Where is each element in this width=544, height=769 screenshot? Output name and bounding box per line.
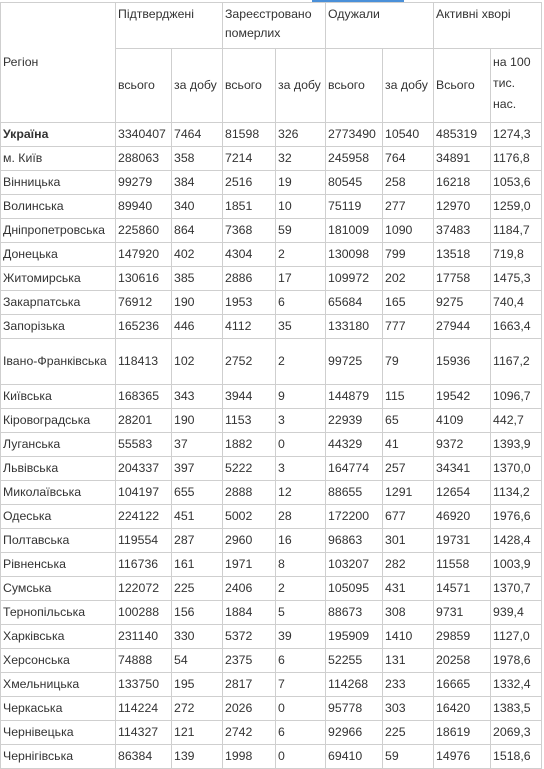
cell-recovered-total: 80545 <box>326 171 383 195</box>
header-active-total: Всього <box>434 49 491 123</box>
cell-confirmed-total: 118413 <box>116 339 172 385</box>
cell-confirmed-total: 76912 <box>116 291 172 315</box>
cell-region: Черкаська <box>1 697 116 721</box>
cell-confirmed-per-day: 7464 <box>172 123 223 147</box>
cell-confirmed-total: 28201 <box>116 409 172 433</box>
cell-active-per-100k: 719,8 <box>491 243 542 267</box>
cell-recovered-total: 95778 <box>326 697 383 721</box>
cell-deaths-total: 2752 <box>223 339 276 385</box>
cell-confirmed-total: 55583 <box>116 433 172 457</box>
cell-region: Київська <box>1 385 116 409</box>
cell-active-total: 12654 <box>434 481 491 505</box>
cell-region: Житомирська <box>1 267 116 291</box>
cell-active-per-100k: 1259,0 <box>491 195 542 219</box>
cell-recovered-total: 133180 <box>326 315 383 339</box>
cell-active-per-100k: 442,7 <box>491 409 542 433</box>
cell-recovered-per-day: 1090 <box>383 219 434 243</box>
cell-region: Дніпропетровська <box>1 219 116 243</box>
cell-active-total: 11558 <box>434 553 491 577</box>
cell-active-total: 18619 <box>434 721 491 745</box>
cell-confirmed-total: 114327 <box>116 721 172 745</box>
cell-region: Запорізька <box>1 315 116 339</box>
table-row <box>1 171 542 195</box>
cell-active-per-100k: 1383,5 <box>491 697 542 721</box>
header-deaths-total: всього <box>223 49 276 123</box>
cell-confirmed-total: 89940 <box>116 195 172 219</box>
cell-confirmed-per-day: 54 <box>172 649 223 673</box>
header-region: Регіон <box>1 3 116 123</box>
cell-recovered-total: 88673 <box>326 601 383 625</box>
cell-deaths-per-day: 3 <box>276 409 326 433</box>
cell-region: Луганська <box>1 433 116 457</box>
cell-recovered-per-day: 301 <box>383 529 434 553</box>
cell-region: Полтавська <box>1 529 116 553</box>
cell-confirmed-total: 74888 <box>116 649 172 673</box>
cell-recovered-total: 181009 <box>326 219 383 243</box>
cell-deaths-total: 81598 <box>223 123 276 147</box>
cell-deaths-total: 2817 <box>223 673 276 697</box>
cell-active-per-100k: 1978,6 <box>491 649 542 673</box>
cell-active-total: 15936 <box>434 339 491 385</box>
cell-deaths-total: 5372 <box>223 625 276 649</box>
cell-recovered-per-day: 303 <box>383 697 434 721</box>
cell-confirmed-per-day: 402 <box>172 243 223 267</box>
header-active: Активні хворі <box>434 3 542 49</box>
cell-recovered-per-day: 225 <box>383 721 434 745</box>
header-recovered-per-day: за добу <box>383 49 434 123</box>
cell-deaths-total: 2960 <box>223 529 276 553</box>
cell-confirmed-per-day: 343 <box>172 385 223 409</box>
table-row <box>1 243 542 267</box>
cell-region: Рівненська <box>1 553 116 577</box>
table-row <box>1 649 542 673</box>
cell-confirmed-total: 231140 <box>116 625 172 649</box>
cell-recovered-per-day: 115 <box>383 385 434 409</box>
cell-active-total: 12970 <box>434 195 491 219</box>
cell-recovered-total: 130098 <box>326 243 383 267</box>
table-header <box>1 3 542 123</box>
cell-active-per-100k: 1127,0 <box>491 625 542 649</box>
cell-deaths-per-day: 35 <box>276 315 326 339</box>
cell-active-total: 16218 <box>434 171 491 195</box>
cell-confirmed-total: 99279 <box>116 171 172 195</box>
cell-confirmed-per-day: 190 <box>172 291 223 315</box>
cell-confirmed-per-day: 451 <box>172 505 223 529</box>
cell-deaths-total: 2406 <box>223 577 276 601</box>
table-row <box>1 505 542 529</box>
cell-active-total: 4109 <box>434 409 491 433</box>
table-body <box>1 123 542 769</box>
cell-recovered-per-day: 79 <box>383 339 434 385</box>
covid-regions-table <box>0 2 542 769</box>
cell-confirmed-per-day: 446 <box>172 315 223 339</box>
cell-deaths-per-day: 7 <box>276 673 326 697</box>
cell-recovered-per-day: 1291 <box>383 481 434 505</box>
cell-deaths-total: 1998 <box>223 745 276 769</box>
table-row <box>1 433 542 457</box>
table-row <box>1 697 542 721</box>
cell-deaths-total: 2026 <box>223 697 276 721</box>
cell-confirmed-total: 122072 <box>116 577 172 601</box>
cell-confirmed-total: 165236 <box>116 315 172 339</box>
cell-region: Харківська <box>1 625 116 649</box>
cell-active-per-100k: 1475,3 <box>491 267 542 291</box>
cell-confirmed-per-day: 121 <box>172 721 223 745</box>
cell-active-per-100k: 1428,4 <box>491 529 542 553</box>
cell-confirmed-total: 168365 <box>116 385 172 409</box>
cell-active-total: 20258 <box>434 649 491 673</box>
cell-recovered-per-day: 131 <box>383 649 434 673</box>
table-row <box>1 385 542 409</box>
cell-active-total: 19731 <box>434 529 491 553</box>
cell-recovered-per-day: 41 <box>383 433 434 457</box>
cell-confirmed-per-day: 385 <box>172 267 223 291</box>
cell-deaths-per-day: 2 <box>276 339 326 385</box>
cell-deaths-total: 5222 <box>223 457 276 481</box>
cell-deaths-per-day: 5 <box>276 601 326 625</box>
table-row <box>1 219 542 243</box>
cell-deaths-per-day: 6 <box>276 291 326 315</box>
table-row <box>1 745 542 769</box>
cell-confirmed-total: 204337 <box>116 457 172 481</box>
header-recovered: Одужали <box>326 3 434 49</box>
cell-confirmed-per-day: 190 <box>172 409 223 433</box>
cell-recovered-per-day: 257 <box>383 457 434 481</box>
cell-deaths-per-day: 19 <box>276 171 326 195</box>
cell-recovered-total: 105095 <box>326 577 383 601</box>
cell-recovered-total: 69410 <box>326 745 383 769</box>
cell-deaths-per-day: 3 <box>276 457 326 481</box>
cell-confirmed-per-day: 358 <box>172 147 223 171</box>
cell-deaths-per-day: 28 <box>276 505 326 529</box>
cell-recovered-total: 164774 <box>326 457 383 481</box>
cell-confirmed-total: 104197 <box>116 481 172 505</box>
cell-deaths-per-day: 326 <box>276 123 326 147</box>
cell-active-total: 9372 <box>434 433 491 457</box>
cell-confirmed-total: 100288 <box>116 601 172 625</box>
table-row <box>1 529 542 553</box>
cell-active-total: 485319 <box>434 123 491 147</box>
cell-active-total: 9731 <box>434 601 491 625</box>
table-row <box>1 481 542 505</box>
cell-deaths-per-day: 0 <box>276 697 326 721</box>
cell-confirmed-per-day: 330 <box>172 625 223 649</box>
cell-region: Чернігівська <box>1 745 116 769</box>
header-confirmed: Підтверджені <box>116 3 223 49</box>
cell-active-per-100k: 1370,7 <box>491 577 542 601</box>
table-row <box>1 123 542 147</box>
cell-recovered-total: 65684 <box>326 291 383 315</box>
table-row <box>1 553 542 577</box>
cell-confirmed-per-day: 340 <box>172 195 223 219</box>
cell-region: Волинська <box>1 195 116 219</box>
cell-active-per-100k: 1134,2 <box>491 481 542 505</box>
cell-confirmed-total: 225860 <box>116 219 172 243</box>
cell-recovered-per-day: 799 <box>383 243 434 267</box>
cell-recovered-total: 44329 <box>326 433 383 457</box>
cell-confirmed-per-day: 225 <box>172 577 223 601</box>
table-row <box>1 601 542 625</box>
cell-recovered-per-day: 233 <box>383 673 434 697</box>
cell-confirmed-per-day: 655 <box>172 481 223 505</box>
cell-active-per-100k: 1976,6 <box>491 505 542 529</box>
cell-confirmed-total: 224122 <box>116 505 172 529</box>
cell-deaths-per-day: 6 <box>276 721 326 745</box>
cell-confirmed-total: 147920 <box>116 243 172 267</box>
cell-deaths-total: 1153 <box>223 409 276 433</box>
cell-active-total: 14976 <box>434 745 491 769</box>
cell-deaths-total: 2742 <box>223 721 276 745</box>
cell-active-total: 34891 <box>434 147 491 171</box>
cell-recovered-per-day: 165 <box>383 291 434 315</box>
cell-deaths-total: 2375 <box>223 649 276 673</box>
cell-deaths-per-day: 9 <box>276 385 326 409</box>
cell-deaths-total: 1851 <box>223 195 276 219</box>
cell-deaths-total: 7368 <box>223 219 276 243</box>
cell-deaths-per-day: 2 <box>276 577 326 601</box>
table-row <box>1 409 542 433</box>
cell-deaths-per-day: 0 <box>276 745 326 769</box>
cell-confirmed-total: 114224 <box>116 697 172 721</box>
cell-confirmed-per-day: 139 <box>172 745 223 769</box>
cell-deaths-per-day: 17 <box>276 267 326 291</box>
table-row <box>1 147 542 171</box>
cell-confirmed-per-day: 37 <box>172 433 223 457</box>
cell-deaths-per-day: 6 <box>276 649 326 673</box>
cell-recovered-per-day: 59 <box>383 745 434 769</box>
cell-confirmed-per-day: 864 <box>172 219 223 243</box>
cell-deaths-total: 4304 <box>223 243 276 267</box>
cell-active-total: 16665 <box>434 673 491 697</box>
cell-region: Чернівецька <box>1 721 116 745</box>
cell-region: Херсонська <box>1 649 116 673</box>
cell-recovered-total: 96863 <box>326 529 383 553</box>
cell-recovered-total: 114268 <box>326 673 383 697</box>
table-row <box>1 721 542 745</box>
cell-region: Івано-Франківська <box>1 339 116 385</box>
cell-region: м. Київ <box>1 147 116 171</box>
cell-deaths-total: 1882 <box>223 433 276 457</box>
cell-active-per-100k: 1096,7 <box>491 385 542 409</box>
cell-active-per-100k: 1184,7 <box>491 219 542 243</box>
table-row <box>1 315 542 339</box>
cell-active-total: 34341 <box>434 457 491 481</box>
cell-deaths-total: 3944 <box>223 385 276 409</box>
cell-deaths-per-day: 59 <box>276 219 326 243</box>
cell-recovered-per-day: 308 <box>383 601 434 625</box>
cell-recovered-total: 195909 <box>326 625 383 649</box>
cell-recovered-per-day: 282 <box>383 553 434 577</box>
cell-deaths-total: 2516 <box>223 171 276 195</box>
cell-deaths-per-day: 16 <box>276 529 326 553</box>
cell-recovered-total: 2773490 <box>326 123 383 147</box>
cell-confirmed-total: 288063 <box>116 147 172 171</box>
cell-active-per-100k: 1053,6 <box>491 171 542 195</box>
cell-active-per-100k: 1393,9 <box>491 433 542 457</box>
cell-active-per-100k: 1663,4 <box>491 315 542 339</box>
cell-active-total: 9275 <box>434 291 491 315</box>
cell-confirmed-total: 130616 <box>116 267 172 291</box>
cell-active-total: 13518 <box>434 243 491 267</box>
cell-recovered-total: 99725 <box>326 339 383 385</box>
cell-recovered-total: 172200 <box>326 505 383 529</box>
cell-confirmed-per-day: 156 <box>172 601 223 625</box>
cell-recovered-per-day: 277 <box>383 195 434 219</box>
cell-confirmed-total: 86384 <box>116 745 172 769</box>
cell-confirmed-per-day: 397 <box>172 457 223 481</box>
cell-active-total: 27944 <box>434 315 491 339</box>
table-row <box>1 267 542 291</box>
cell-confirmed-per-day: 272 <box>172 697 223 721</box>
cell-deaths-per-day: 12 <box>276 481 326 505</box>
table-row <box>1 291 542 315</box>
cell-active-per-100k: 1176,8 <box>491 147 542 171</box>
cell-region: Україна <box>1 123 116 147</box>
cell-confirmed-per-day: 102 <box>172 339 223 385</box>
cell-recovered-total: 103207 <box>326 553 383 577</box>
cell-active-total: 17758 <box>434 267 491 291</box>
cell-deaths-total: 2886 <box>223 267 276 291</box>
cell-active-per-100k: 939,4 <box>491 601 542 625</box>
header-deaths: Зареєстровано померлих <box>223 3 326 49</box>
cell-recovered-per-day: 202 <box>383 267 434 291</box>
cell-deaths-total: 1953 <box>223 291 276 315</box>
cell-recovered-per-day: 258 <box>383 171 434 195</box>
cell-active-per-100k: 740,4 <box>491 291 542 315</box>
cell-active-per-100k: 1332,4 <box>491 673 542 697</box>
cell-confirmed-total: 133750 <box>116 673 172 697</box>
cell-recovered-total: 144879 <box>326 385 383 409</box>
cell-confirmed-total: 3340407 <box>116 123 172 147</box>
cell-confirmed-per-day: 384 <box>172 171 223 195</box>
cell-confirmed-total: 119554 <box>116 529 172 553</box>
cell-confirmed-per-day: 161 <box>172 553 223 577</box>
cell-active-per-100k: 1274,3 <box>491 123 542 147</box>
cell-recovered-per-day: 777 <box>383 315 434 339</box>
cell-recovered-per-day: 677 <box>383 505 434 529</box>
cell-region: Сумська <box>1 577 116 601</box>
cell-region: Вінницька <box>1 171 116 195</box>
table-row <box>1 457 542 481</box>
cell-recovered-per-day: 764 <box>383 147 434 171</box>
table-row <box>1 673 542 697</box>
table-row <box>1 339 542 385</box>
cell-deaths-per-day: 10 <box>276 195 326 219</box>
cell-active-total: 29859 <box>434 625 491 649</box>
cell-deaths-total: 4112 <box>223 315 276 339</box>
cell-deaths-total: 2888 <box>223 481 276 505</box>
cell-deaths-total: 5002 <box>223 505 276 529</box>
cell-deaths-total: 1971 <box>223 553 276 577</box>
cell-region: Одеська <box>1 505 116 529</box>
cell-deaths-per-day: 2 <box>276 243 326 267</box>
cell-region: Миколаївська <box>1 481 116 505</box>
cell-active-total: 16420 <box>434 697 491 721</box>
cell-deaths-per-day: 39 <box>276 625 326 649</box>
cell-recovered-total: 88655 <box>326 481 383 505</box>
header-confirmed-per-day: за добу <box>172 49 223 123</box>
header-confirmed-total: всього <box>116 49 172 123</box>
cell-recovered-per-day: 65 <box>383 409 434 433</box>
cell-deaths-per-day: 8 <box>276 553 326 577</box>
cell-recovered-total: 245958 <box>326 147 383 171</box>
cell-region: Хмельницька <box>1 673 116 697</box>
table-row <box>1 577 542 601</box>
cell-deaths-total: 7214 <box>223 147 276 171</box>
cell-recovered-total: 75119 <box>326 195 383 219</box>
cell-active-per-100k: 1370,0 <box>491 457 542 481</box>
cell-region: Тернопільська <box>1 601 116 625</box>
cell-deaths-per-day: 32 <box>276 147 326 171</box>
cell-active-total: 46920 <box>434 505 491 529</box>
cell-recovered-total: 22939 <box>326 409 383 433</box>
cell-region: Донецька <box>1 243 116 267</box>
cell-active-per-100k: 2069,3 <box>491 721 542 745</box>
cell-recovered-total: 52255 <box>326 649 383 673</box>
cell-active-per-100k: 1518,6 <box>491 745 542 769</box>
cell-confirmed-per-day: 287 <box>172 529 223 553</box>
cell-recovered-per-day: 431 <box>383 577 434 601</box>
table-row <box>1 625 542 649</box>
cell-recovered-per-day: 1410 <box>383 625 434 649</box>
table-row <box>1 195 542 219</box>
cell-recovered-total: 92966 <box>326 721 383 745</box>
cell-confirmed-total: 116736 <box>116 553 172 577</box>
cell-confirmed-per-day: 195 <box>172 673 223 697</box>
cell-region: Львівська <box>1 457 116 481</box>
cell-deaths-per-day: 0 <box>276 433 326 457</box>
header-recovered-total: всього <box>326 49 383 123</box>
cell-active-total: 14571 <box>434 577 491 601</box>
cell-region: Закарпатська <box>1 291 116 315</box>
cell-recovered-total: 109972 <box>326 267 383 291</box>
header-deaths-per-day: за добу <box>276 49 326 123</box>
cell-active-per-100k: 1003,9 <box>491 553 542 577</box>
cell-recovered-per-day: 10540 <box>383 123 434 147</box>
cell-active-total: 37483 <box>434 219 491 243</box>
cell-region: Кіровоградська <box>1 409 116 433</box>
header-active-per-100k: на 100 тис. нас. <box>491 49 542 123</box>
cell-deaths-total: 1884 <box>223 601 276 625</box>
cell-active-total: 19542 <box>434 385 491 409</box>
cell-active-per-100k: 1167,2 <box>491 339 542 385</box>
